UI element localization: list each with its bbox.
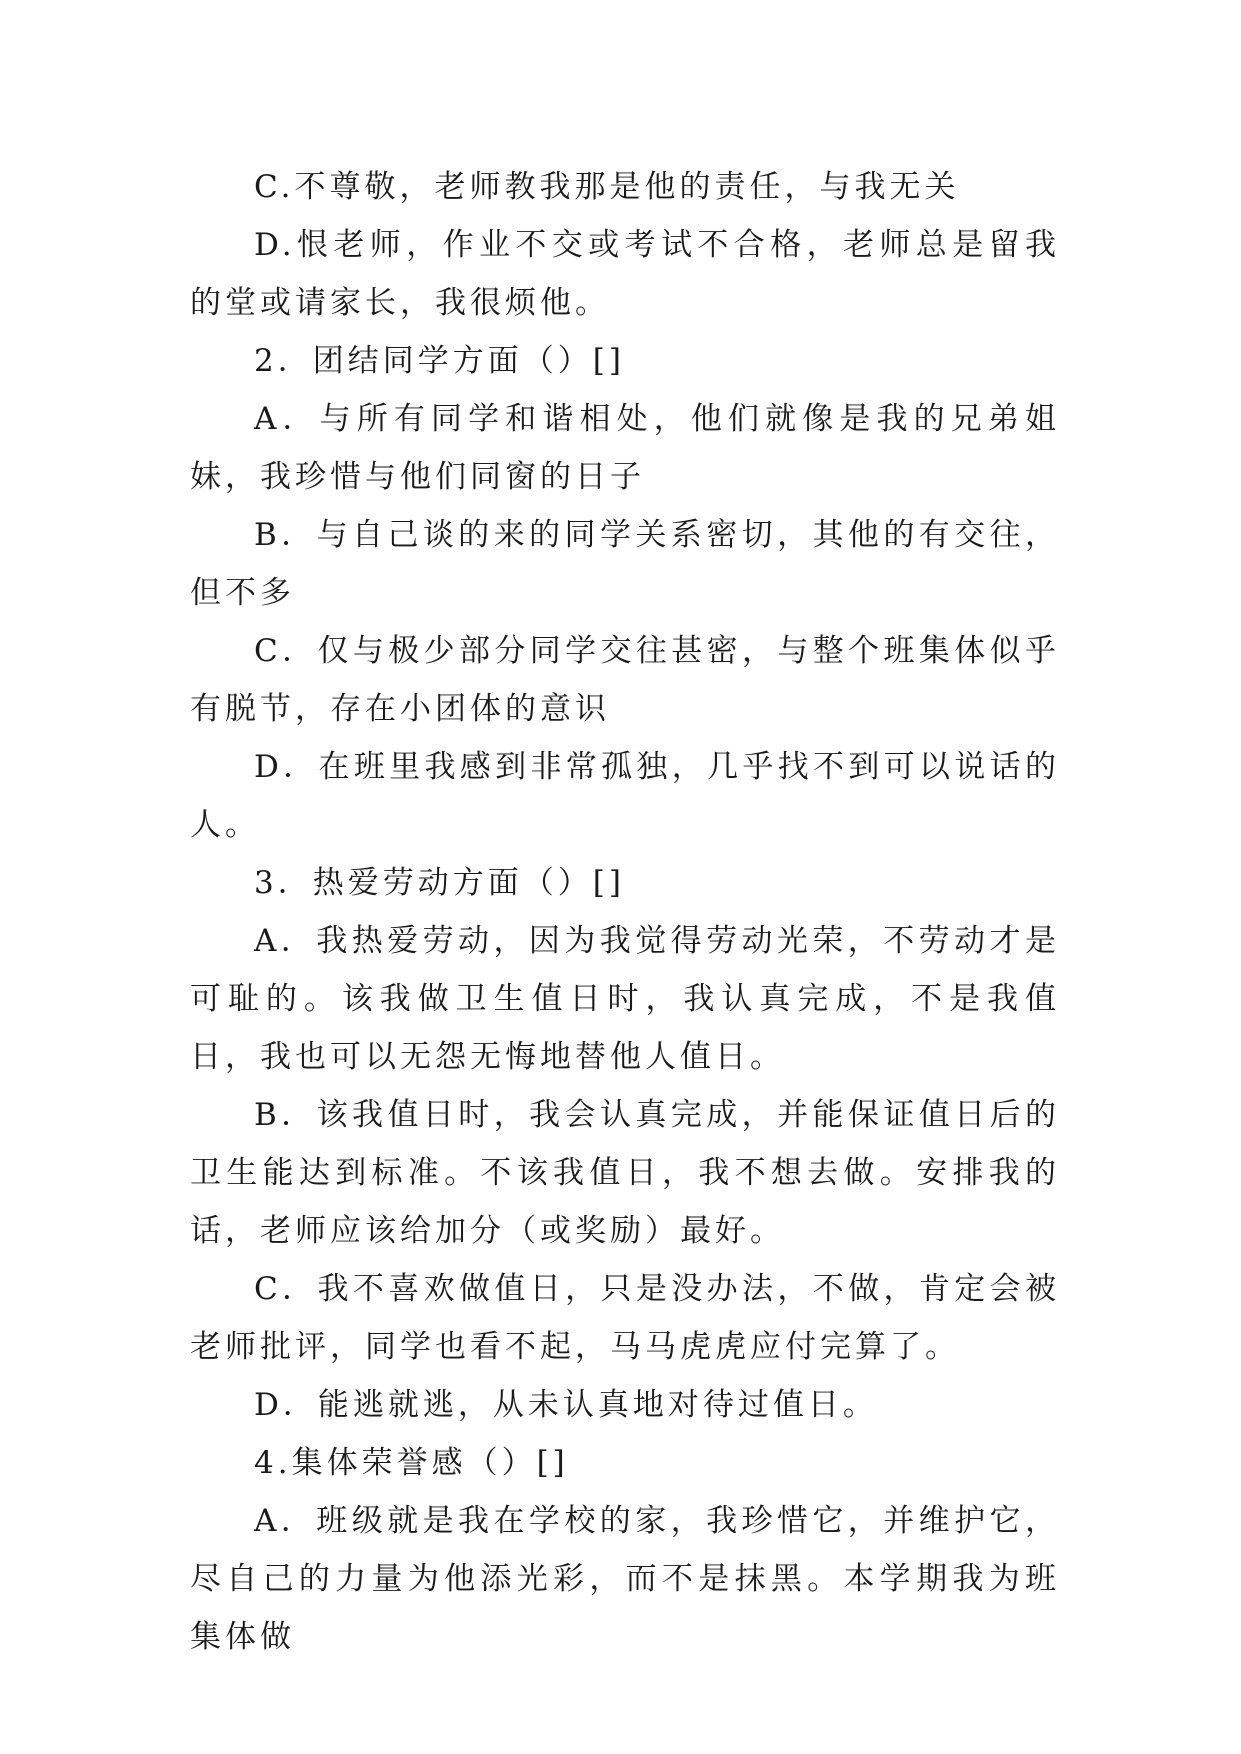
paragraph-q2-option-a: A．与所有同学和谐相处，他们就像是我的兄弟姐妹，我珍惜与他们同窗的日子 [190, 401, 1060, 495]
paragraph-option-c-respect: C.不尊敬，老师教我那是他的责任，与我无关 [254, 169, 960, 205]
question-3-heading: 3．热爱劳动方面（）[] [254, 865, 625, 901]
document-body [190, 158, 1060, 1666]
paragraph-q4-option-a: A．班级就是我在学校的家，我珍惜它，并维护它，尽自己的力量为他添光彩，而不是抹黑。本学期我为班集体做 [190, 1503, 1060, 1655]
question-4-heading: 4.集体荣誉感（）[] [254, 1445, 569, 1481]
paragraph-q3-option-d: D．能逃就逃，从未认真地对待过值日。 [254, 1387, 878, 1423]
paragraph-q2-option-b: B．与自己谈的来的同学关系密切，其他的有交往，但不多 [190, 517, 1060, 611]
paragraph-q2-option-d: D．在班里我感到非常孤独，几乎找不到可以说话的人。 [190, 749, 1060, 843]
paragraph-option-d-resent-teacher: D.恨老师，作业不交或考试不合格，老师总是留我的堂或请家长，我很烦他。 [190, 227, 1060, 321]
paragraph-q2-option-c: C．仅与极少部分同学交往甚密，与整个班集体似乎有脱节，存在小团体的意识 [190, 633, 1060, 727]
paragraph-q3-option-c: C．我不喜欢做值日，只是没办法，不做，肯定会被老师批评，同学也看不起，马马虎虎应付完算了。 [190, 1271, 1060, 1365]
paragraph-q3-option-a: A．我热爱劳动，因为我觉得劳动光荣，不劳动才是可耻的。该我做卫生值日时，我认真完成，不是我值日，我也可以无怨无悔地替他人值日。 [190, 923, 1060, 1075]
question-2-heading: 2．团结同学方面（）[] [254, 343, 625, 379]
paragraph-q3-option-b: B．该我值日时，我会认真完成，并能保证值日后的卫生能达到标准。不该我值日，我不想去做。安排我的话，老师应该给加分（或奖励）最好。 [190, 1097, 1060, 1249]
